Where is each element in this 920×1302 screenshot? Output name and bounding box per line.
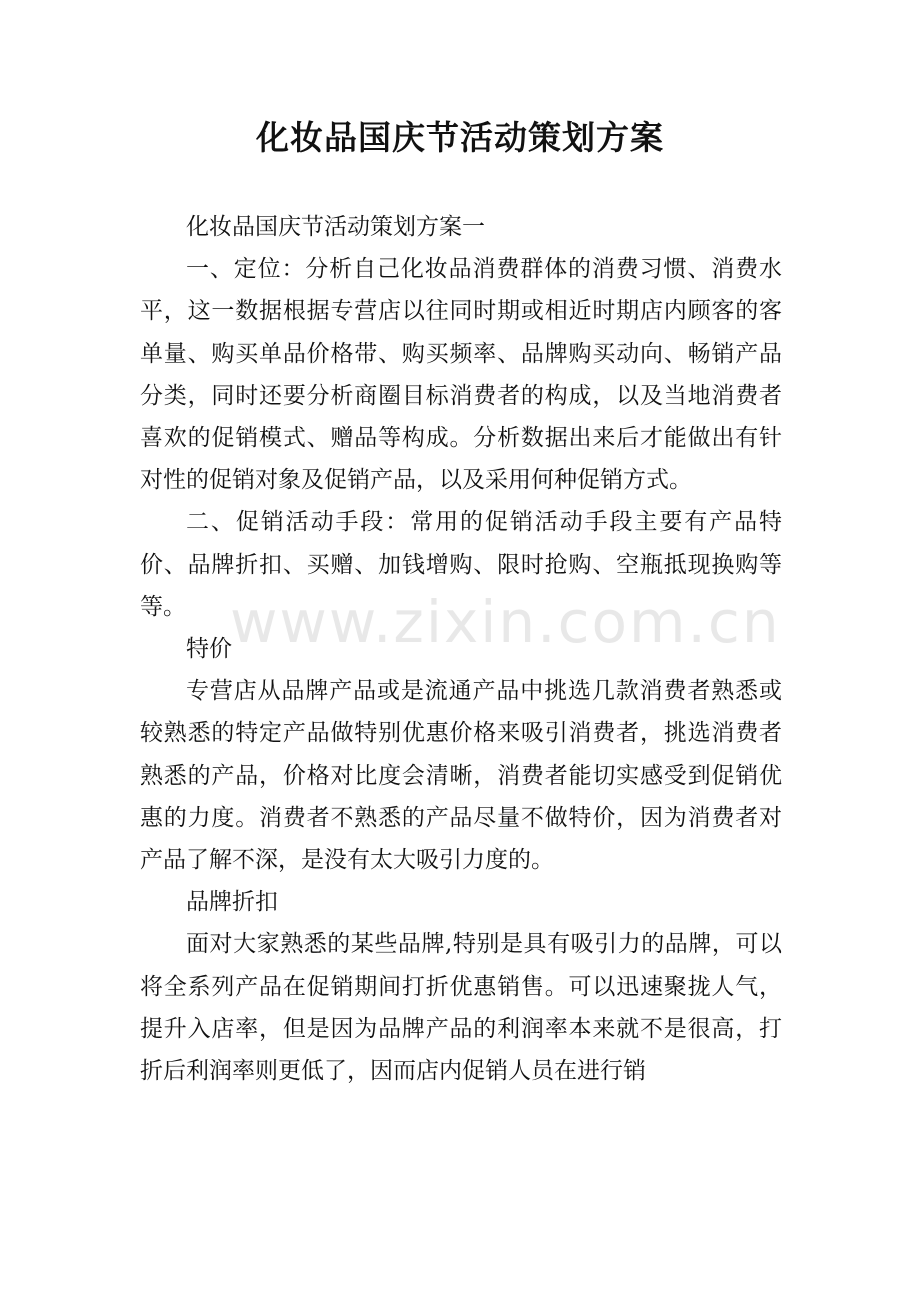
watermark-text: www.zixin.com.cn <box>230 588 781 656</box>
promotion-means-paragraph: 二、促销活动手段：常用的促销活动手段主要有产品特价、品牌折扣、买赠、加钱增购、限时抢购、空瓶抵现换购等等。 <box>140 509 782 620</box>
subtitle-paragraph: 化妆品国庆节活动策划方案一 <box>186 214 485 240</box>
document-title: 化妆品国庆节活动策划方案 <box>256 118 664 157</box>
special-price-paragraph: 专营店从品牌产品或是流通产品中挑选几款消费者熟悉或较熟悉的特定产品做特别优惠价格来吸引消费者，挑选消费者熟悉的产品，价格对比度会清晰，消费者能切实感受到促销优惠的力度。消费者不熟悉的产品尽量不做特价，因为消费者对产品了解不深，是没有太大吸引力度的。 <box>140 678 782 874</box>
special-price-heading: 特价 <box>186 636 232 663</box>
positioning-paragraph: 一、定位：分析自己化妆品消费群体的消费习惯、消费水平，这一数据根据专营店以往同时期或相近时期店内顾客的客单量、购买单品价格带、购买频率、品牌购买动向、畅销产品分类，同时还要分析商圈目标消费者的构成，以及当地消费者喜欢的促销模式、赠品等构成。分析数据出来后才能做出有针对性的促销对象及促销产品，以及采用何种促销方式。 <box>140 256 782 494</box>
brand-discount-paragraph: 面对大家熟悉的某些品牌,特别是具有吸引力的品牌，可以将全系列产品在促销期间打折优惠销售。可以迅速聚拢人气，提升入店率，但是因为品牌产品的利润率本来就不是很高，打折后利润率则更低了，因而店内促销人员在进行销 <box>140 931 782 1085</box>
brand-discount-heading: 品牌折扣 <box>186 889 278 916</box>
document-body <box>140 206 782 1092</box>
